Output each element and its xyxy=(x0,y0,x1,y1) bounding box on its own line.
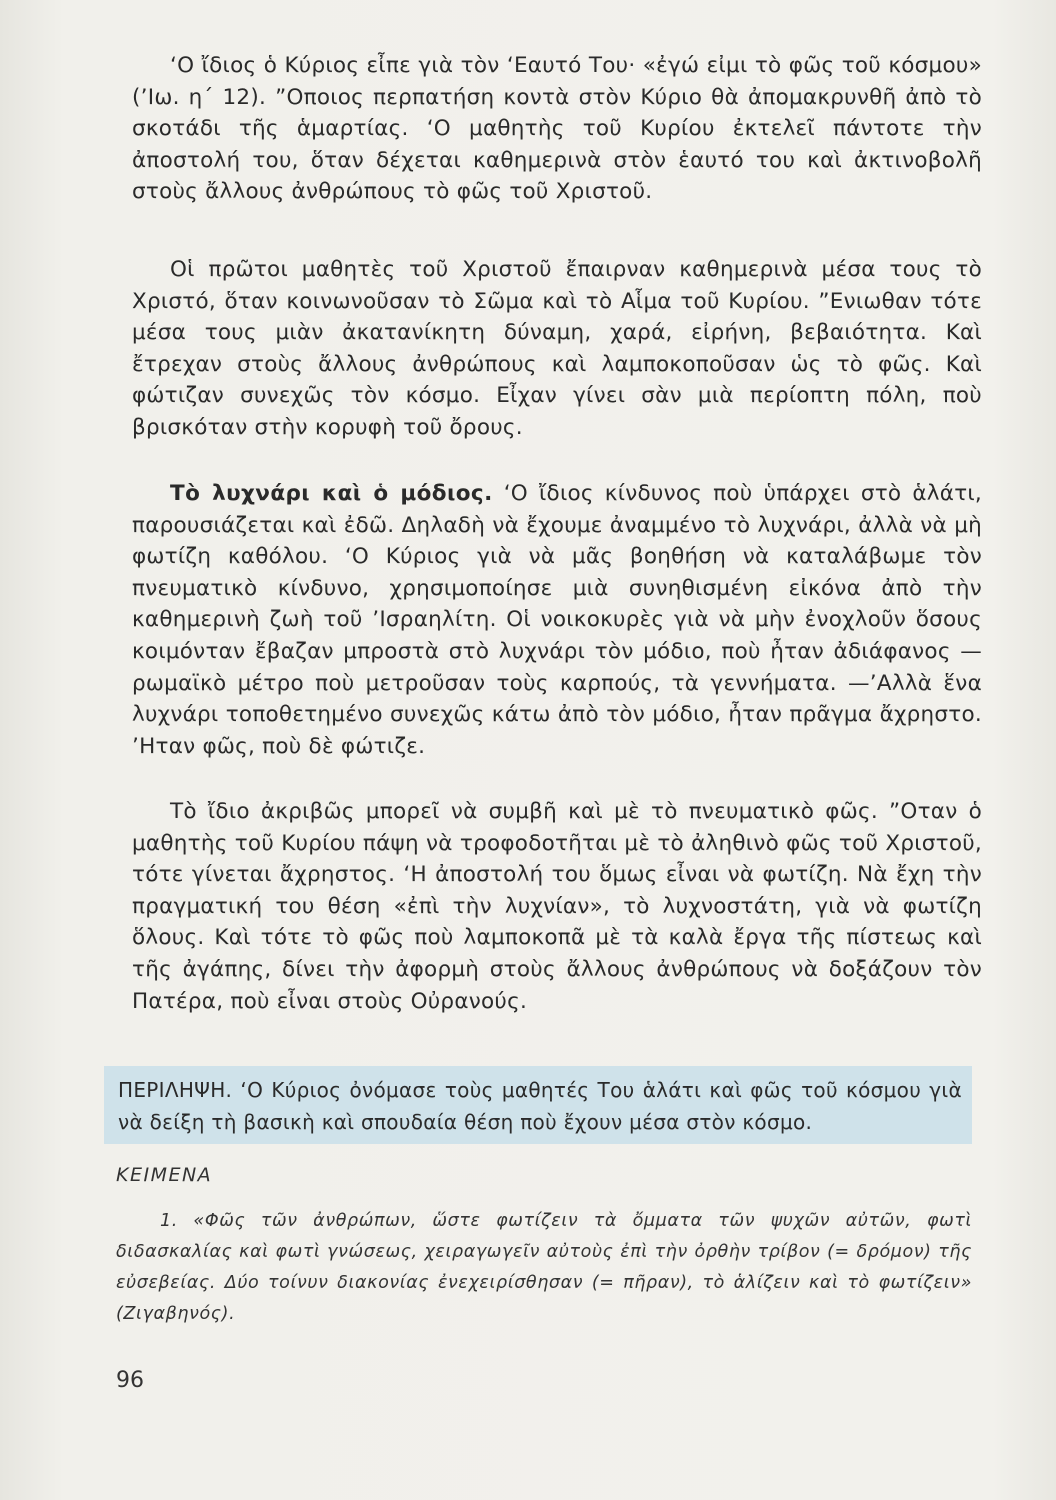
page-number: 96 xyxy=(116,1368,144,1393)
paragraph-text: ‘Ο ἴδιος ὁ Κύριος εἶπε γιὰ τὸν ‘Εαυτό Του· «ἐγώ εἰμι τὸ φῶς τοῦ κόσμου» (’Ιω. η΄ 12). ”Οποιος περπατήση κοντὰ στὸν Κύριο θὰ ἀπομακρυνθῆ ἀπὸ τὸ σκοτάδι τῆς ἁμαρτίας. ‘Ο μαθητὴς τοῦ Κυρίου ἐκτελεῖ πάντοτε τὴν ἀποστολή του, ὅταν δέχεται καθημερινὰ στὸν ἑαυτό του καὶ ἀκτινοβολῆ στοὺς ἄλλους ἀνθρώπους τὸ φῶς τοῦ Χριστοῦ. xyxy=(132,53,982,205)
paragraph-text: ‘Ο ἴδιος κίνδυνος ποὺ ὑπάρχει στὸ ἁλάτι, παρουσιάζεται καὶ ἐδῶ. Δηλαδὴ νὰ ἔχουμε ἀναμμένο τὸ λυχνάρι, ἀλλὰ νὰ μὴ φωτίζη καθόλου. ‘Ο Κύριος γιὰ νὰ μᾶς βοηθήση νὰ καταλάβωμε τὸν πνευματικὸ κίνδυνο, χρησιμοποίησε μιὰ συνηθισμένη εἰκόνα ἀπὸ τὴν καθημερινὴ ζωὴ τοῦ ’Ισραηλίτη. Οἱ νοικοκυρὲς γιὰ νὰ μὴν ἐνοχλοῦν ὅσους κοιμόνταν ἔβαζαν μπροστὰ στὸ λυχνάρι τὸν μόδιο, ποὺ ἦταν ἀδιάφανος — ρωμαϊκὸ μέτρο ποὺ μετροῦσαν τοὺς καρπούς, τὰ γεννήματα. —’Αλλὰ ἕνα λυχνάρι τοποθετημένο συνεχῶς κάτω ἀπὸ τὸν μόδιο, ἦταν πρᾶγμα ἄχρηστο. ’Ηταν φῶς, ποὺ δὲ φώτιζε. xyxy=(132,481,982,759)
section-heading: Τὸ λυχνάρι καὶ ὁ μόδιος. xyxy=(170,481,493,506)
paragraph-text: Οἱ πρῶτοι μαθητὲς τοῦ Χριστοῦ ἔπαιρναν καθημερινὰ μέσα τους τὸ Χριστό, ὅταν κοινωνοῦσαν τὸ Σῶμα καὶ τὸ Αἷμα τοῦ Κυρίου. ”Ενιωθαν τότε μέσα τους μιὰν ἀκατανίκητη δύναμη, χαρά, εἰρήνη, βεβαιότητα. Καὶ ἔτρεχαν στοὺς ἄλλους ἀνθρώπους καὶ λαμποκοποῦσαν ὡς τὸ φῶς. Καὶ φώτιζαν συνεχῶς τὸν κόσμο. Εἶχαν γίνει σὰν μιὰ περίοπτη πόλη, ποὺ βρισκόταν στὴν κορυφὴ τοῦ ὄρους. xyxy=(132,257,982,440)
texts-heading: ΚΕΙΜΕΝΑ xyxy=(116,1164,213,1186)
body-paragraph-4 xyxy=(132,796,982,1017)
summary-box xyxy=(104,1066,972,1144)
source-quote xyxy=(116,1206,972,1330)
body-paragraph-3 xyxy=(132,478,982,762)
paragraph-with-heading xyxy=(132,478,982,762)
quote-text: 1. «Φῶς τῶν ἀνθρώπων, ὥστε φωτίζειν τὰ ὄμματα τῶν ψυχῶν αὐτῶν, φωτὶ διδασκαλίας καὶ φωτὶ γνώσεως, χειραγωγεῖν αὐτοὺς ἐπὶ τὴν ὀρθὴν τρίβον (= δρόμον) τῆς εὐσεβείας. Δύο τοίνυν διακονίας ἐνεχειρίσθησαν (= πῆραν), τὸ ἁλίζειν καὶ τὸ φωτίζειν» (Ζιγαβηνός). xyxy=(116,1211,972,1324)
body-paragraph-2 xyxy=(132,254,982,444)
body-paragraph-1 xyxy=(132,50,982,208)
summary-text: ΠΕΡΙΛΗΨΗ. ‘Ο Κύριος ὀνόμασε τοὺς μαθητές Του ἁλάτι καὶ φῶς τοῦ κόσμου γιὰ νὰ δείξη τὴ βασικὴ καὶ σπουδαία θέση ποὺ ἔχουν μέσα στὸν κόσμο. xyxy=(118,1078,962,1134)
paragraph-text: Τὸ ἴδιο ἀκριβῶς μπορεῖ νὰ συμβῆ καὶ μὲ τὸ πνευματικὸ φῶς. ”Οταν ὁ μαθητὴς τοῦ Κυρίου πάψη νὰ τροφοδοτῆται μὲ τὸ ἀληθινὸ φῶς τοῦ Χριστοῦ, τότε γίνεται ἄχρηστος. ‘Η ἀποστολή του ὅμως εἶναι νὰ φωτίζη. Νὰ ἔχη τὴν πραγματική του θέση «ἐπὶ τὴν λυχνίαν», τὸ λυχνοστάτη, γιὰ νὰ φωτίζη ὅλους. Καὶ τότε τὸ φῶς ποὺ λαμποκοπᾶ μὲ τὰ καλὰ ἔργα τῆς πίστεως καὶ τῆς ἀγάπης, δίνει τὴν ἀφορμὴ στοὺς ἄλλους ἀνθρώπους νὰ δοξάζουν τὸν Πατέρα, ποὺ εἶναι στοὺς Οὐρανούς. xyxy=(132,799,982,1014)
